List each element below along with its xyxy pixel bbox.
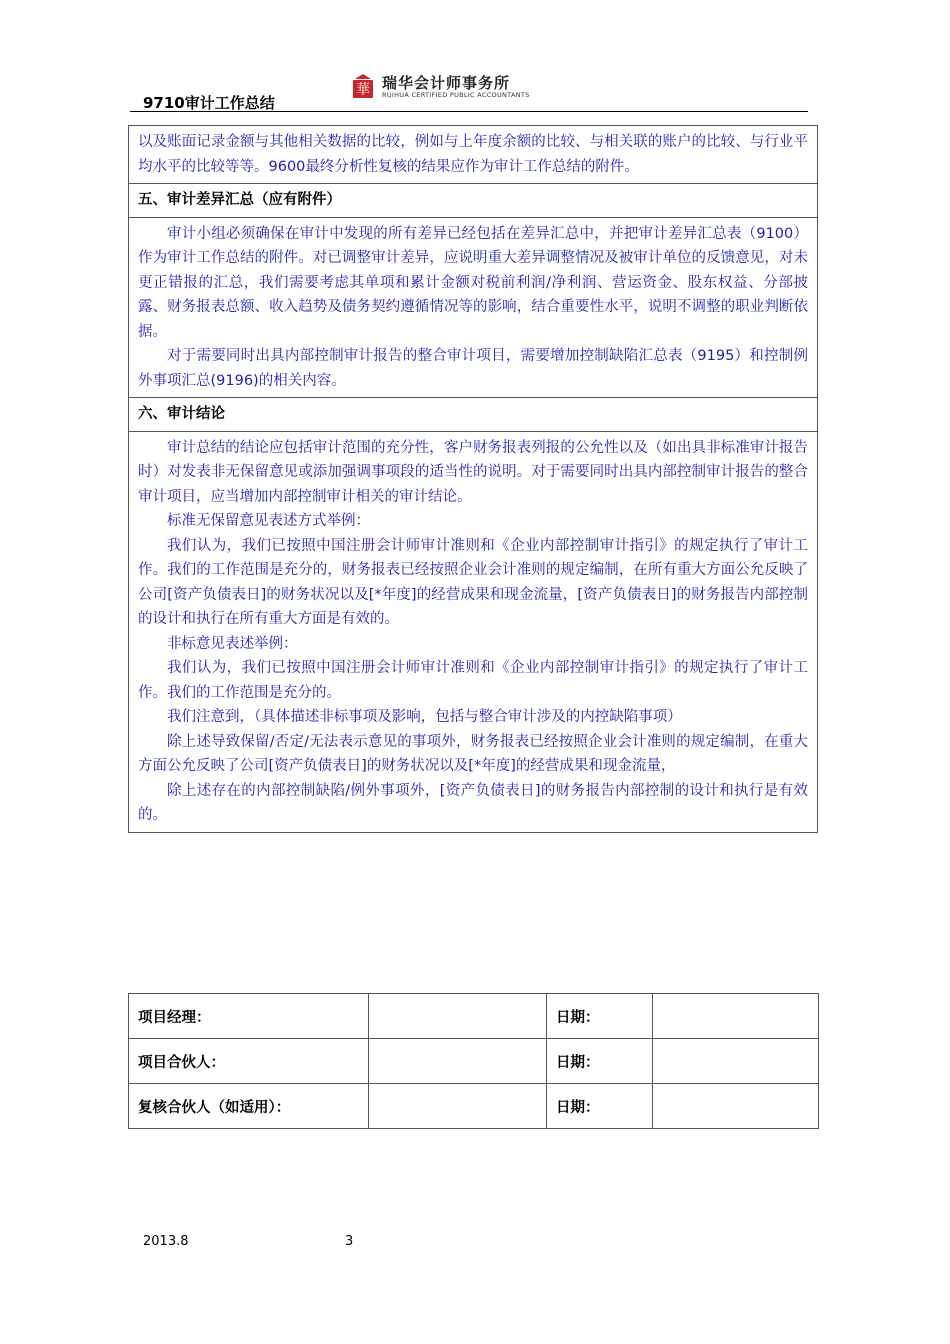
section6-title: 六、审计结论 — [129, 398, 818, 432]
signature-cell[interactable] — [369, 1039, 547, 1084]
document-title: 9710审计工作总结 — [143, 94, 275, 112]
firm-name-en: RUIHUA CERTIFIED PUBLIC ACCOUNTANTS — [382, 90, 530, 99]
section6-paragraph: 除上述导致保留/否定/无法表示意见的事项外，财务报表已经按照企业会计准则的规定编制，在重大方面公允反映了公司[资产负债表日]的财务状况以及[*年度]的经营成果和现金流量， — [138, 733, 808, 774]
signoff-table — [128, 993, 819, 1129]
section6-paragraph: 我们注意到，（具体描述非标事项及影响，包括与整合审计涉及的内控缺陷事项） — [167, 709, 682, 725]
date-label: 日期： — [547, 994, 653, 1039]
firm-name-cn: 瑞华会计师事务所 — [382, 73, 511, 92]
signoff-row — [129, 1039, 819, 1084]
section5-paragraph: 对于需要同时出具内部控制审计报告的整合审计项目，需要增加控制缺陷汇总表（9195）和控制例外事项汇总(9196)的相关内容。 — [138, 348, 808, 389]
section6-paragraph: 非标意见表述举例： — [167, 635, 298, 652]
section6-paragraph: 审计总结的结论应包括审计范围的充分性，客户财务报表列报的公允性以及（如出具非标准审计报告时）对发表非无保留意见或添加强调事项段的适当性的说明。对于需要同时出具内部控制审计报告的整合审计项目，应当增加内部控制审计相关的审计结论。 — [138, 439, 808, 505]
continued-text: 以及账面记录金额与其他相关数据的比较，例如与上年度余额的比较、与相关联的账户的比较、与行业平均水平的比较等等。9600最终分析性复核的结果应作为审计工作总结的附件。 — [129, 126, 818, 184]
firm-logo-icon — [350, 73, 376, 101]
section6-paragraph: 我们认为，我们已按照中国注册会计师审计准则和《企业内部控制审计指引》的规定执行了审计工作。我们的工作范围是充分的。 — [138, 660, 808, 701]
role-label: 项目经理： — [129, 994, 369, 1039]
section5-header-row — [129, 184, 818, 218]
footer-version: 2013.8 — [143, 1234, 189, 1249]
role-label: 项目合伙人： — [129, 1039, 369, 1084]
signature-cell[interactable] — [369, 1084, 547, 1129]
section6-body — [129, 431, 818, 832]
section6-header-row — [129, 398, 818, 432]
role-label: 复核合伙人（如适用）： — [129, 1084, 369, 1129]
section6-paragraph: 标准无保留意见表述方式举例： — [167, 513, 370, 529]
signoff-row — [129, 994, 819, 1039]
section5-title: 五、审计差异汇总（应有附件） — [129, 184, 818, 218]
date-cell[interactable] — [653, 994, 819, 1039]
section6-paragraph: 除上述存在的内部控制缺陷/例外事项外，[资产负债表日]的财务报告内部控制的设计和执行是有效的。 — [138, 782, 808, 823]
continued-row — [129, 126, 818, 184]
section5-body — [129, 217, 818, 398]
signoff-row — [129, 1084, 819, 1129]
date-cell[interactable] — [653, 1039, 819, 1084]
signature-cell[interactable] — [369, 994, 547, 1039]
firm-logo — [350, 73, 530, 101]
date-label: 日期： — [547, 1039, 653, 1084]
section5-paragraph: 审计小组必须确保在审计中发现的所有差异已经包括在差异汇总中，并把审计差异汇总表（9100）作为审计工作总结的附件。对已调整审计差异，应说明重大差异调整情况及被审计单位的反馈意见，对未更正错报的汇总，我们需要考虑其单项和累计金额对税前利润/净利润、营运资金、股东权益、分部披露、财务报表总额、收入趋势及债务契约遵循情况等的影响，结合重要性水平，说明不调整的职业判断依据。 — [138, 225, 808, 340]
page-number: 3 — [345, 1234, 354, 1249]
summary-table — [128, 125, 818, 833]
section6-body-row — [129, 431, 818, 832]
date-label: 日期： — [547, 1084, 653, 1129]
header-divider — [130, 111, 808, 112]
logo-glyph: 華 — [356, 82, 370, 98]
section5-body-row — [129, 217, 818, 398]
section6-paragraph: 我们认为，我们已按照中国注册会计师审计准则和《企业内部控制审计指引》的规定执行了审计工作。我们的工作范围是充分的，财务报表已经按照企业会计准则的规定编制，在所有重大方面公允反映了公司[资产负债表日]的财务状况以及[*年度]的经营成果和现金流量，[资产负债表日]的财务报告内部控制的设计和执行在所有重大方面是有效的。 — [138, 537, 808, 627]
date-cell[interactable] — [653, 1084, 819, 1129]
